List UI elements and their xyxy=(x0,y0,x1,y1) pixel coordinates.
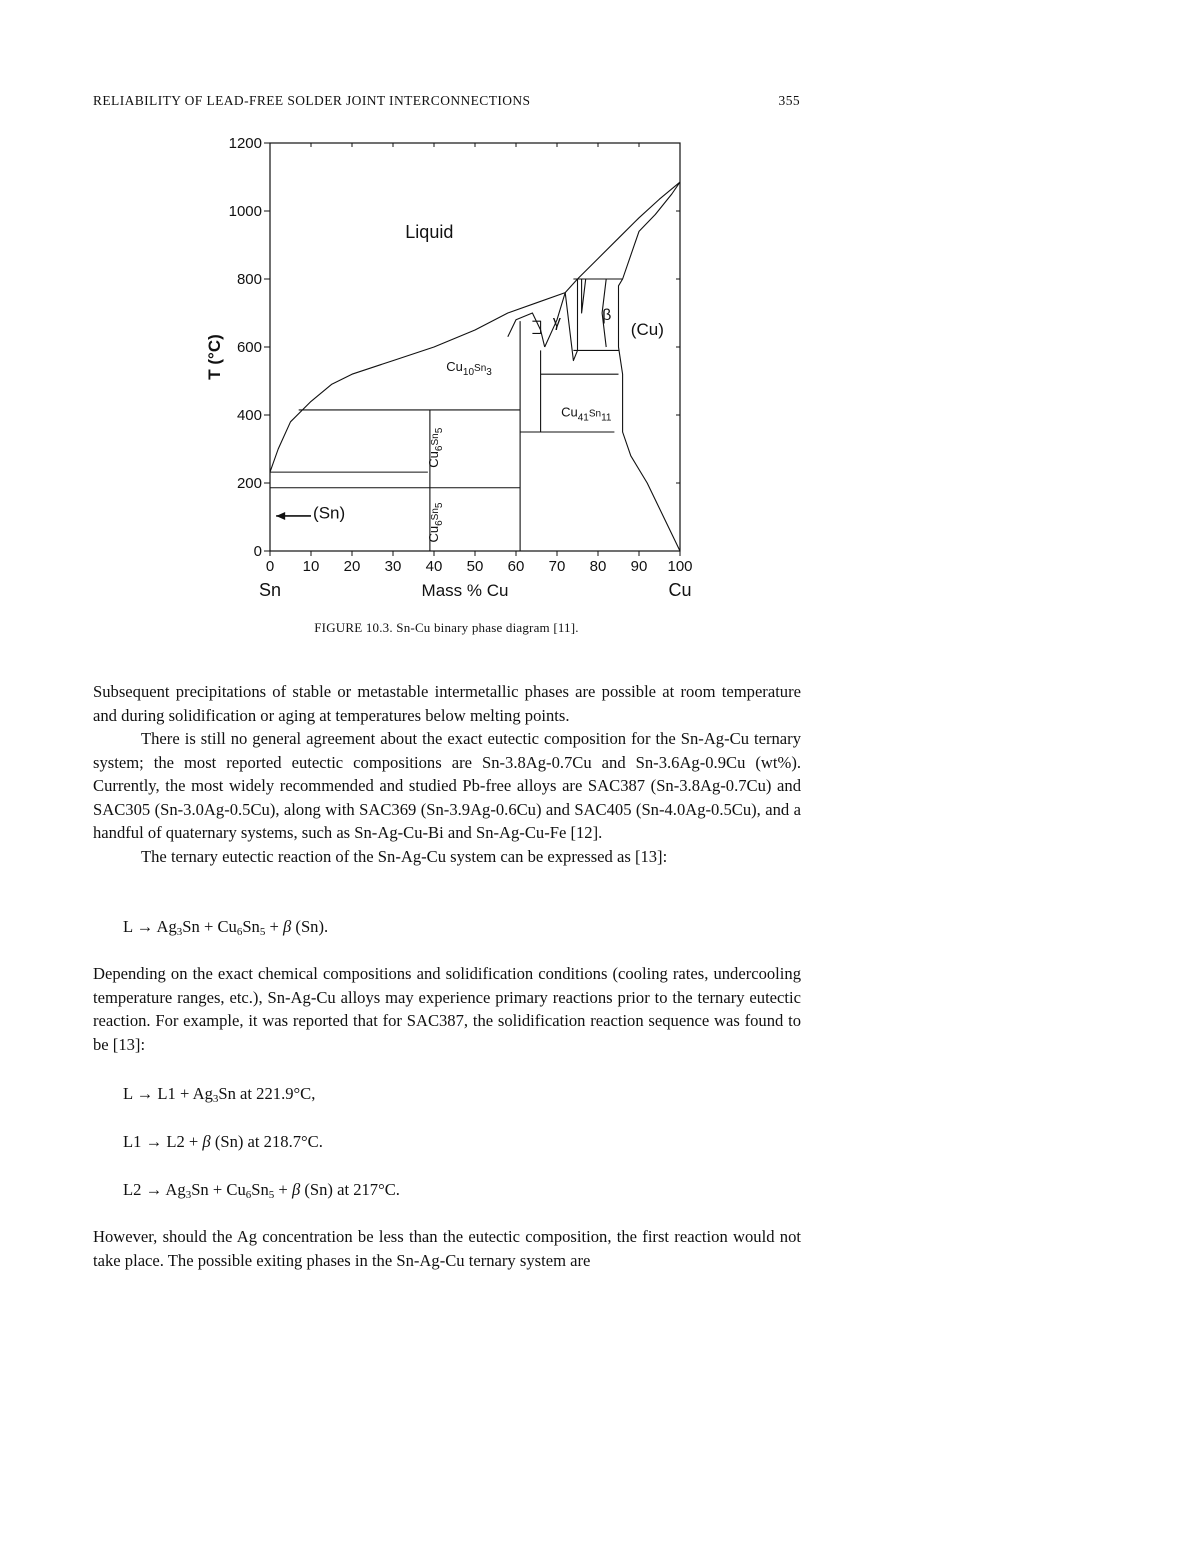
x-axis-title: Mass % Cu xyxy=(421,581,509,600)
x-tick-label-40: 40 xyxy=(425,558,443,575)
label-cu10sn3-part-0: Cu xyxy=(446,358,463,374)
y-axis-title: T (°C) xyxy=(205,334,224,380)
beta-left-boundary xyxy=(582,279,586,313)
y-tick-label-400: 400 xyxy=(236,407,262,424)
label-cu10sn3-part-3: 3 xyxy=(486,366,492,378)
sn-phase-arrowhead xyxy=(276,512,285,520)
tick-marks xyxy=(229,135,693,575)
x-tick-label-0: 0 xyxy=(265,558,275,575)
x-tick-label-100: 100 xyxy=(667,558,693,575)
x-tick-label-60: 60 xyxy=(507,558,525,575)
x-tick-label-50: 50 xyxy=(466,558,484,575)
running-title: RELIABILITY OF LEAD-FREE SOLDER JOINT INTERCONNECTIONS xyxy=(93,93,531,108)
cu-solidus-curve xyxy=(619,182,681,551)
label-cu6sn5-lower-part-1: 6 xyxy=(434,520,446,526)
label-cu41sn11-part-0: Cu xyxy=(561,404,578,420)
label-cu6sn5-upper-part-0: Cu xyxy=(426,451,442,468)
region-labels xyxy=(276,222,664,542)
equation-1: $L \to Ag_3Sn + Cu_6Sn_5 + \beta$ (Sn). xyxy=(123,917,329,938)
page-number: 355 xyxy=(778,93,800,108)
y-tick-label-1200: 1200 xyxy=(228,135,262,152)
y-tick-label-0: 0 xyxy=(253,543,262,560)
x-tick-label-10: 10 xyxy=(302,558,320,575)
label-cu41sn11 xyxy=(561,405,612,424)
label-cu10sn3-part-2: Sn xyxy=(474,362,487,374)
paragraph-2: There is still no general agreement about the exact eutectic composition for the Sn-Ag-Cu ternary system; the most reported eutectic compositions are Sn-3.8Ag-0.7Cu and Sn-3.6Ag-0.9Cu (wt%). Currently, the most widely recommended and studied Pb-free alloys are SAC387 (Sn-3.8Ag-0.7Cu) and SAC305 (Sn-3.0Ag-0.5Cu), along with SAC369 (Sn-3.9Ag-0.6Cu) and SAC405 (Sn-4.0Ag-0.5Cu), and a handful of quaternary systems, such as Sn-Ag-Cu-Bi and Sn-Ag-Cu-Fe [12]. xyxy=(93,729,801,842)
label-cu6sn5-upper-part-1: 6 xyxy=(434,445,446,452)
figure-caption: FIGURE 10.3. Sn-Cu binary phase diagram [11]. xyxy=(314,620,579,635)
label-liquid: Liquid xyxy=(405,222,454,243)
paragraph-4: Depending on the exact chemical compositions and solidification conditions (cooling rates, undercooling temperature ranges, etc.), Sn-Ag-Cu alloys may experience primary reactions prior to the ternary eutectic reaction. For example, it was reported that for SAC387, the solidification reaction sequence was found to be [13]: xyxy=(93,964,801,1054)
gamma-left-boundary xyxy=(508,313,545,347)
body-text-block-3 xyxy=(93,1225,801,1272)
y-tick-label-800: 800 xyxy=(236,271,262,288)
x-tick-label-80: 80 xyxy=(589,558,607,575)
label-cu6sn5-lower-part-3: 5 xyxy=(434,502,446,509)
x-tick-label-70: 70 xyxy=(548,558,566,575)
label-cu41sn11-part-1: 41 xyxy=(577,412,589,424)
label-cu6sn5-lower-part-0: Cu xyxy=(426,525,442,543)
label-cu-phase: (Cu) xyxy=(630,320,664,340)
y-tick-label-200: 200 xyxy=(236,475,262,492)
y-tick-label-600: 600 xyxy=(236,339,262,356)
body-text-block-1 xyxy=(93,680,801,868)
x-tick-label-30: 30 xyxy=(384,558,402,575)
equation-4: $L2 \to Ag_3Sn + Cu_6Sn_5 + \beta$ (Sn) at 217°C. xyxy=(123,1180,400,1201)
label-cu10sn3 xyxy=(446,359,492,378)
paragraph-1: Subsequent precipitations of stable or metastable intermetallic phases are possible at room temperature and during solidification or aging at temperatures below melting points. xyxy=(93,682,801,725)
label-cu6sn5-upper-part-2: Sn xyxy=(430,433,442,446)
label-cu6sn5-lower xyxy=(426,502,445,542)
paragraph-3: The ternary eutectic reaction of the Sn-Ag-Cu system can be expressed as [13]: xyxy=(141,846,668,866)
running-head xyxy=(93,93,800,113)
y-tick-label-1000: 1000 xyxy=(228,203,262,220)
body-text-block-2 xyxy=(93,962,801,1056)
paragraph-5: However, should the Ag concentration be less than the eutectic composition, the first reaction would not take place. The possible exiting phases in the Sn-Ag-Cu ternary system are xyxy=(93,1227,801,1270)
label-cu6sn5-upper xyxy=(426,427,445,467)
equation-2: $L \to L1 + Ag_3Sn$ at 221.9°C, xyxy=(123,1084,316,1105)
equation-3: L1 → L2 + β (Sn) at 218.7°C. xyxy=(123,1132,323,1151)
element-label-cu: Cu xyxy=(668,580,692,600)
label-gamma: γ xyxy=(552,313,561,331)
label-cu10sn3-part-1: 10 xyxy=(462,366,475,378)
element-label-sn: Sn xyxy=(258,580,282,600)
label-sn-phase: (Sn) xyxy=(313,503,346,523)
phase-diagram-figure xyxy=(190,128,710,618)
label-cu6sn5-upper-part-3: 5 xyxy=(434,427,446,434)
label-cu41sn11-part-2: Sn xyxy=(588,408,602,420)
x-tick-label-90: 90 xyxy=(630,558,648,575)
label-beta: β xyxy=(602,306,612,324)
x-tick-label-20: 20 xyxy=(343,558,361,575)
label-cu6sn5-lower-part-2: Sn xyxy=(430,508,442,521)
label-cu41sn11-part-3: 11 xyxy=(601,412,612,424)
